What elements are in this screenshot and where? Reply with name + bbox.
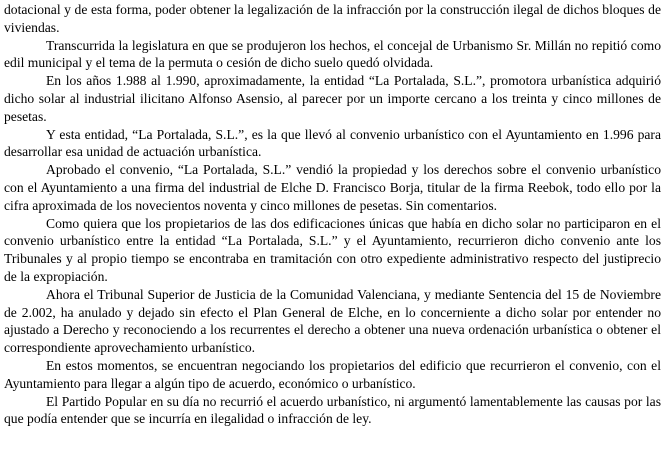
paragraph-4: Y esta entidad, “La Portalada, S.L.”, es la que llevó al convenio urbanístico con el Ayuntamiento en 1.996 para desarrollar esa unidad de actuación urbanística. <box>4 126 661 160</box>
paragraph-2: Transcurrida la legislatura en que se produjeron los hechos, el concejal de Urbanismo Sr. Millán no repitió como edil municipal y el tema de la permuta o cesión de dicho suelo quedó olvidada. <box>4 37 661 71</box>
paragraph-7: Ahora el Tribunal Superior de Justicia de la Comunidad Valenciana, y mediante Sentencia del 15 de Noviembre de 2.002, ha anulado y dejado sin efecto el Plan General de Elche, en lo concerniente a dicho solar por entender no ajustado a Derecho y reconociendo a los recurrentes el derecho a obtener una nueva ordenación urbanística o obtener el correspondiente aprovechamiento urbanístico. <box>4 286 661 356</box>
paragraph-3: En los años 1.988 al 1.990, aproximadamente, la entidad “La Portalada, S.L.”, promotora urbanística adquirió dicho solar al industrial ilicitano Alfonso Asensio, al parecer por un importe cercano a los treinta y cinco millones de pesetas. <box>4 73 661 124</box>
paragraph-6: Como quiera que los propietarios de las dos edificaciones únicas que había en dicho solar no participaron en el convenio urbanístico entre la entidad “La Portalada, S.L.” y el Ayuntamiento, recurrieron dicho convenio ante los Tribunales y al propio tiempo se encontraba en tramitación con otro expediente administrativo respecto del justiprecio de la expropiación. <box>4 215 661 284</box>
paragraph-9: El Partido Popular en su día no recurrió el acuerdo urbanístico, ni argumentó lamentablemente las causas por las que podía entender que se incurría en ilegalidad o infracción de ley. <box>4 393 661 427</box>
paragraph-1: dotacional y de esta forma, poder obtener la legalización de la infracción por la construcción ilegal de dichos bloques de viviendas. <box>4 2 661 35</box>
document-body <box>4 1 661 428</box>
paragraph-8: En estos momentos, se encuentran negociando los propietarios del edificio que recurrieron el convenio, con el Ayuntamiento para llegar a algún tipo de acuerdo, económico o urbanístico. <box>4 357 661 391</box>
paragraph-5: Aprobado el convenio, “La Portalada, S.L.” vendió la propiedad y los derechos sobre el convenio urbanístico con el Ayuntamiento a una firma del industrial de Elche D. Francisco Borja, titular de la firma Reebok, todo ello por la cifra aproximada de los novecientos noventa y cinco millones de pesetas. Sin comentarios. <box>4 162 661 213</box>
